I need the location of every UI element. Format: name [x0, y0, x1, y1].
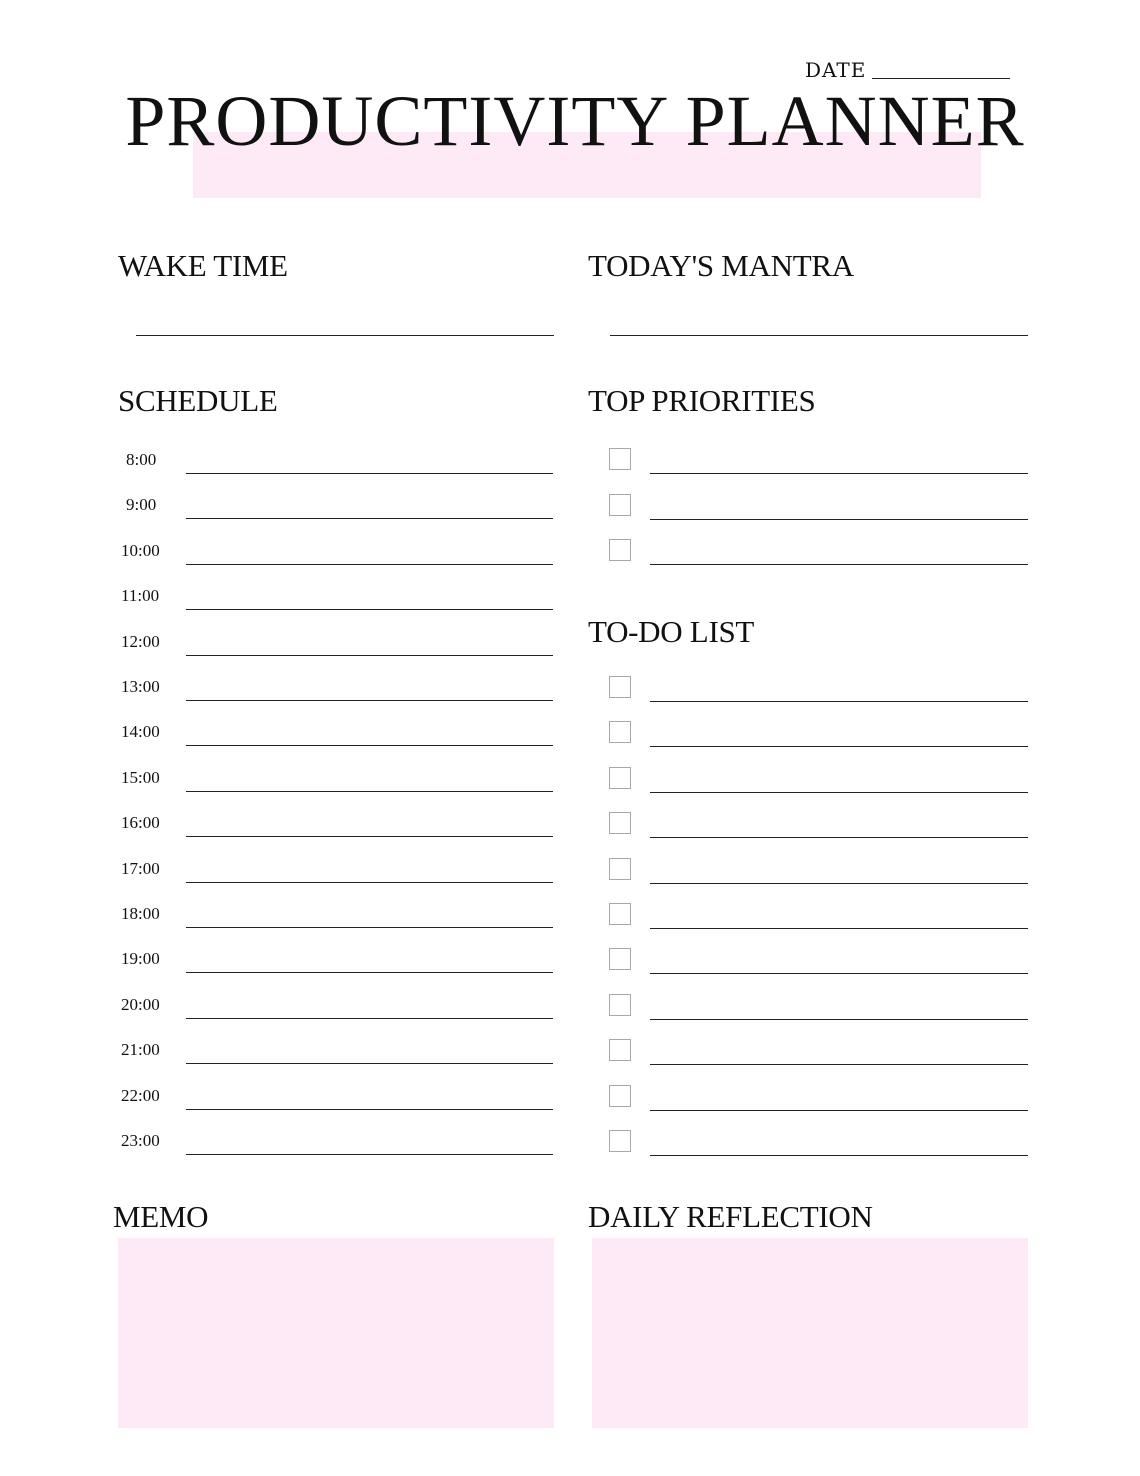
schedule-line[interactable] [186, 609, 553, 610]
priority-checkbox[interactable] [609, 448, 631, 470]
todo-line[interactable] [650, 837, 1028, 838]
schedule-time: 8:00 [126, 450, 157, 469]
schedule-line[interactable] [186, 791, 553, 792]
schedule-line[interactable] [186, 564, 553, 565]
date-input-line[interactable] [872, 78, 1010, 79]
schedule-heading: SCHEDULE [118, 383, 278, 418]
schedule-time: 14:00 [121, 722, 160, 742]
schedule-line[interactable] [186, 745, 553, 746]
todo-checkbox[interactable] [609, 858, 631, 880]
memo-heading: MEMO [113, 1199, 209, 1234]
todo-checkbox[interactable] [609, 676, 631, 698]
schedule-line[interactable] [186, 836, 553, 837]
schedule-line[interactable] [186, 927, 553, 928]
todo-checkbox[interactable] [609, 721, 631, 743]
wake-time-heading: WAKE TIME [118, 248, 288, 283]
todo-checkbox[interactable] [609, 948, 631, 970]
mantra-heading: TODAY'S MANTRA [588, 248, 854, 283]
todo-checkbox[interactable] [609, 1130, 631, 1152]
reflection-heading: DAILY REFLECTION [588, 1199, 873, 1234]
schedule-time: 21:00 [121, 1040, 160, 1060]
schedule-time: 12:00 [121, 631, 160, 651]
todo-checkbox[interactable] [609, 812, 631, 834]
schedule-line[interactable] [186, 473, 553, 474]
schedule-time: 19:00 [121, 949, 160, 969]
mantra-line[interactable] [610, 335, 1028, 336]
schedule-time: 23:00 [121, 1131, 160, 1150]
page-title: PRODUCTIVITY PLANNER [125, 81, 1025, 161]
todo-line[interactable] [650, 792, 1028, 793]
todo-line[interactable] [650, 973, 1028, 974]
todo-checkbox[interactable] [609, 1039, 631, 1061]
schedule-time: 22:00 [121, 1085, 160, 1105]
todo-line[interactable] [650, 1110, 1028, 1111]
priority-checkbox[interactable] [609, 494, 631, 516]
schedule-time: 11:00 [121, 586, 160, 606]
priorities-heading: TOP PRIORITIES [588, 383, 816, 418]
todo-line[interactable] [650, 746, 1028, 747]
schedule-line[interactable] [186, 972, 553, 973]
schedule-time: 13:00 [121, 677, 160, 696]
date-label: DATE [805, 58, 867, 82]
todo-line[interactable] [650, 1064, 1028, 1065]
todo-line[interactable] [650, 928, 1028, 929]
schedule-time: 20:00 [121, 994, 160, 1014]
schedule-time: 9:00 [126, 495, 157, 515]
schedule-time: 18:00 [121, 904, 160, 923]
priority-line[interactable] [650, 564, 1028, 565]
schedule-time: 17:00 [121, 858, 160, 878]
schedule-line[interactable] [186, 518, 553, 519]
todo-line[interactable] [650, 1155, 1028, 1156]
schedule-time: 10:00 [121, 540, 160, 560]
memo-box[interactable] [118, 1238, 554, 1428]
schedule-line[interactable] [186, 882, 553, 883]
priority-line[interactable] [650, 473, 1028, 474]
schedule-line[interactable] [186, 1154, 553, 1155]
reflection-box[interactable] [592, 1238, 1028, 1428]
schedule-line[interactable] [186, 1063, 553, 1064]
priority-checkbox[interactable] [609, 539, 631, 561]
schedule-time: 16:00 [121, 813, 160, 833]
priority-line[interactable] [650, 519, 1028, 520]
schedule-line[interactable] [186, 1109, 553, 1110]
wake-time-line[interactable] [136, 335, 554, 336]
schedule-line[interactable] [186, 700, 553, 701]
todo-line[interactable] [650, 1019, 1028, 1020]
schedule-line[interactable] [186, 655, 553, 656]
todo-checkbox[interactable] [609, 994, 631, 1016]
todo-line[interactable] [650, 701, 1028, 702]
todo-heading: TO-DO LIST [588, 614, 755, 649]
schedule-line[interactable] [186, 1018, 553, 1019]
todo-checkbox[interactable] [609, 903, 631, 925]
todo-checkbox[interactable] [609, 1085, 631, 1107]
schedule-time: 15:00 [121, 767, 160, 787]
todo-line[interactable] [650, 883, 1028, 884]
todo-checkbox[interactable] [609, 767, 631, 789]
